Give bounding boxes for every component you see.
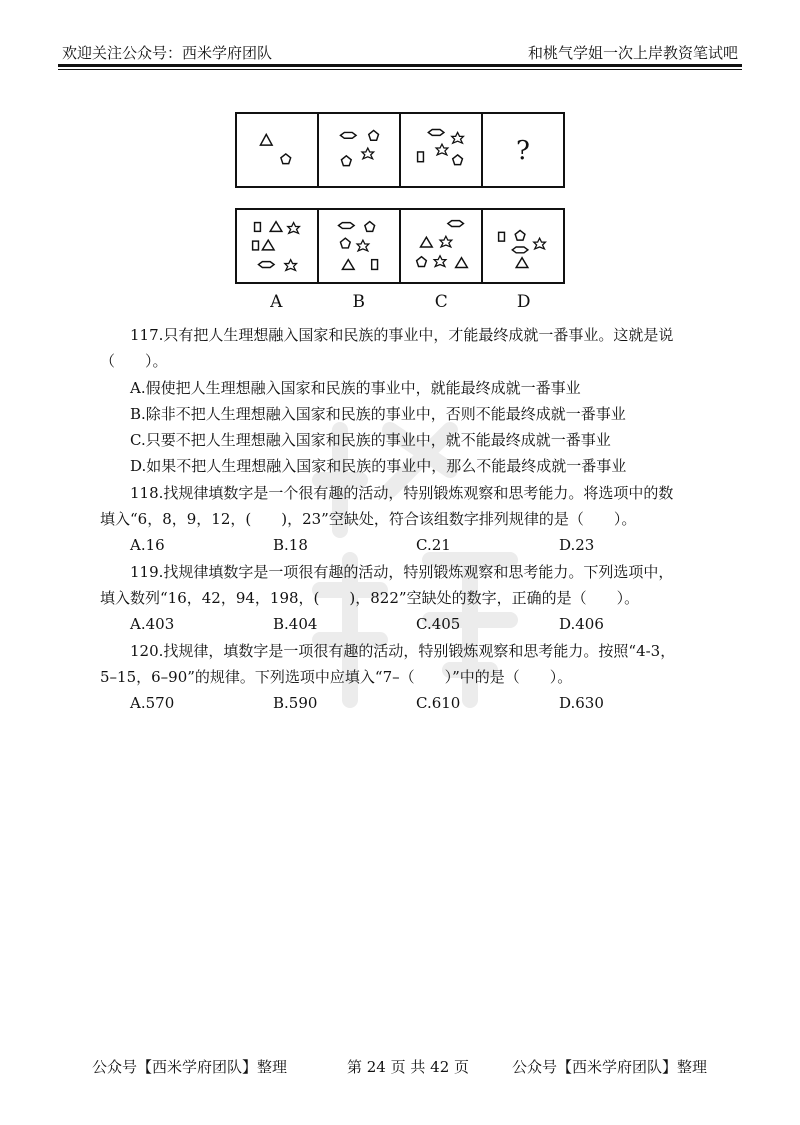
footer-left-text: 公众号【西米学府团队】整理 [92,1058,288,1076]
triangle-shape [516,258,528,268]
option-text: C.405 [416,615,461,634]
option-row [100,690,705,716]
question-stem: 填入数列“16，42，94，198，( )，822”空缺处的数字，正确的是（ ）。 [100,588,640,607]
page-number: 第 24 页 共 42 页 [347,1058,470,1076]
star-shape [434,256,446,267]
option-text: B.590 [273,694,318,713]
header-rule-thick [58,64,742,67]
option-text: B.除非不把人生理想融入国家和民族的事业中，否则不能最终成就一番事业 [130,404,626,423]
page-header [58,38,742,64]
rectangle-shape [372,260,378,270]
pentagon-shape [453,155,463,165]
question-stem: 5–15，6–90”的规律。下列选项中应填入“7–（ ）”中的是（ ）。 [100,667,573,686]
question-120 [100,638,705,717]
header-left-text: 欢迎关注公众号：西米学府团队 [62,44,273,62]
pentagon-shape [369,130,379,140]
question-stem: 120.找规律，填数字是一项很有趣的活动，特别锻炼观察和思考能力。按照“4-3， [130,641,676,660]
star-shape [357,240,369,251]
option-cell-b [319,210,401,282]
pentagon-shape [515,230,525,240]
option-text: A.16 [130,536,165,555]
option-text: A.570 [130,694,175,713]
header-right-text: 和桃气学姐一次上岸教资笔试吧 [527,44,738,62]
question-cell-4 [483,114,563,186]
triangle-shape [262,240,274,250]
option-cell-a [237,210,319,282]
option-figure-row [235,208,565,284]
rectangle-shape [255,223,261,232]
pentagon-shape [365,222,375,232]
star-shape [440,236,452,247]
option-text: D.406 [559,615,604,634]
triangle-shape [270,222,282,232]
hexagon-shape [448,221,464,227]
option-text: D.如果不把人生理想融入国家和民族的事业中，那么不能最终成就一番事业 [130,457,627,476]
option-label-d: D [516,292,531,312]
pentagon-shape [417,257,427,267]
pentagon-shape [341,156,351,166]
hexagon-shape [258,262,274,268]
hexagon-shape [428,130,444,136]
question-119 [100,559,705,638]
option-label-c: C [434,292,448,312]
triangle-shape [421,237,433,247]
option-text: D.630 [559,694,604,713]
rectangle-shape [253,241,259,250]
question-cell-1 [237,114,319,186]
star-shape [436,144,448,155]
pentagon-shape [340,238,350,248]
option-row [100,611,705,637]
option-text: B.404 [273,615,318,634]
option-text: D.23 [559,536,595,555]
question-stem: （ ）。 [100,352,168,371]
option-text: C.610 [416,694,461,713]
option-cell-c [401,210,483,282]
question-stem: 117.只有把人生理想融入国家和民族的事业中，才能最终成就一番事业。这就是说 [130,326,674,344]
question-stem: 118.找规律填数字是一个很有趣的活动，特别锻炼观察和思考能力。将选项中的数 [130,483,674,502]
option-text: A.假使把人生理想融入国家和民族的事业中，就能最终成就一番事业 [130,378,581,397]
option-text: B.18 [273,536,308,555]
triangle-shape [342,260,354,270]
option-label-a: A [270,292,283,312]
star-shape [452,132,464,143]
question-figure-row [235,112,565,188]
option-label-b: B [352,292,365,312]
rectangle-shape [499,232,505,241]
option-text: C.只要不把人生理想融入国家和民族的事业中，就不能最终成就一番事业 [130,431,611,450]
hexagon-shape [339,223,355,229]
question-stem: 填入“6，8，9，12，( )，23”空缺处，符合该组数字排列规律的是（ ）。 [100,510,637,529]
option-row [100,532,705,558]
rectangle-shape [418,152,424,162]
triangle-shape [260,134,272,145]
footer-right-text: 公众号【西米学府团队】整理 [512,1058,708,1076]
question-mark: ? [516,136,530,166]
star-shape [534,238,546,249]
pentagon-shape [281,154,291,164]
star-shape [362,148,374,159]
star-shape [288,223,300,234]
star-shape [285,260,297,271]
header-rule-thin [58,69,742,70]
question-cell-2 [319,114,401,186]
question-118 [100,480,705,559]
option-labels [235,292,565,312]
triangle-shape [456,258,468,268]
question-stem: 119.找规律填数字是一项很有趣的活动，特别锻炼观察和思考能力。下列选项中， [130,562,674,581]
option-text: A.403 [130,615,175,634]
hexagon-shape [340,132,356,138]
hexagon-shape [512,247,528,253]
question-content [100,322,705,716]
option-text: C.21 [416,536,451,555]
question-cell-3 [401,114,483,186]
question-117 [100,322,705,480]
option-cell-d [483,210,563,282]
